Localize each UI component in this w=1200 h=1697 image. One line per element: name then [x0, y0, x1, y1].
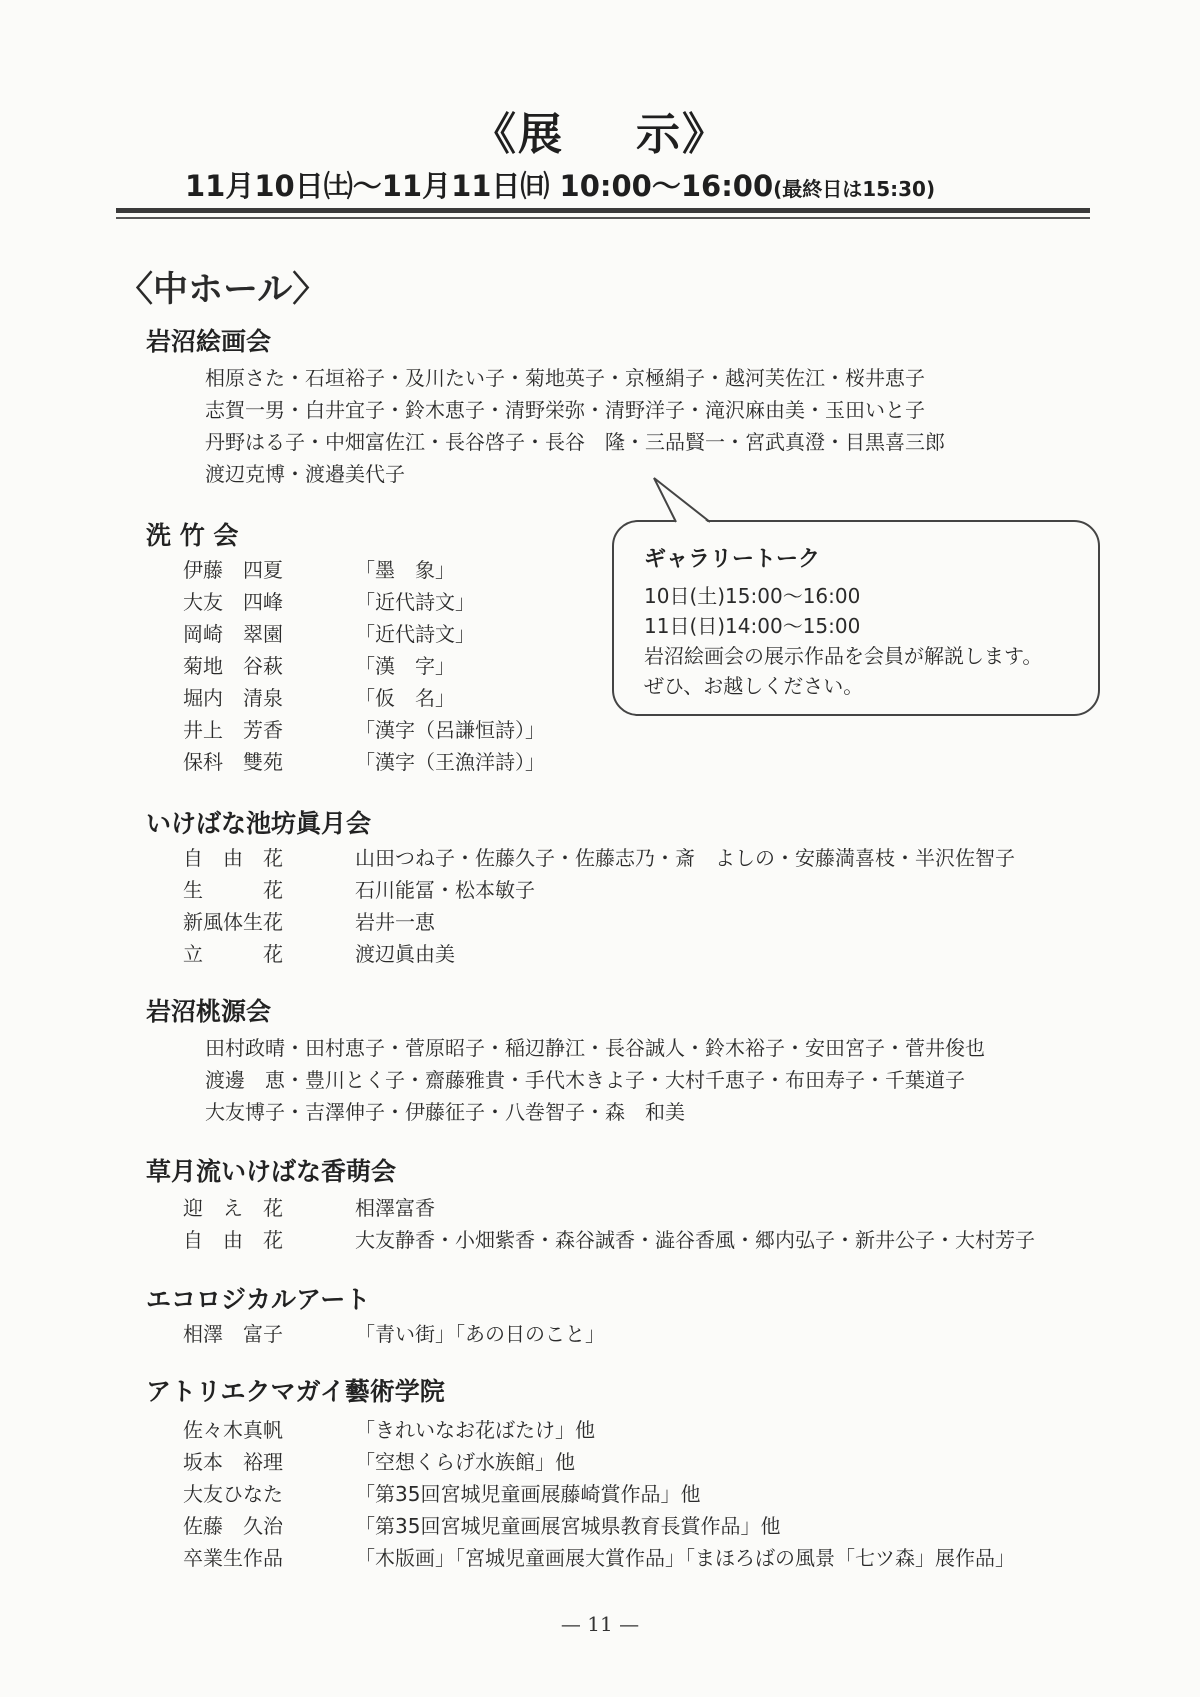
- group-title-sogetsu: 草月流いけばな香萌会: [146, 1157, 397, 1186]
- member-line: 大友博子・吉澤伸子・伊藤征子・八巻智子・森 和美: [205, 1100, 685, 1124]
- list-item: 佐藤 久治 「第35回宮城児童画展宮城県教育長賞作品」他: [183, 1514, 781, 1538]
- list-item: 坂本 裕理 「空想くらげ水族館」他: [183, 1450, 575, 1474]
- group-title-eco: エコロジカルアート: [146, 1285, 371, 1314]
- list-item: 新風体生花 岩井一恵: [183, 910, 435, 934]
- group-title-senchiku: 洗 竹 会: [146, 521, 239, 550]
- list-item: 大友ひなた 「第35回宮城児童画展藤崎賞作品」他: [183, 1482, 701, 1506]
- page-number: — 11 —: [560, 1612, 640, 1636]
- member-line: 丹野はる子・中畑富佐江・長谷啓子・長谷 隆・三品賢一・宮武真澄・目黒喜三郎: [205, 430, 945, 454]
- list-item: 伊藤 四夏 「墨 象」: [183, 558, 455, 582]
- bubble-tail: [646, 478, 726, 526]
- gallery-talk-box: [612, 520, 1100, 716]
- list-item: 保科 雙苑 「漢字（王漁洋詩）」: [183, 750, 545, 774]
- list-item: 菊地 谷萩 「漢 字」: [183, 654, 455, 678]
- member-line: 渡邊 恵・豊川とく子・齋藤雅貴・手代木きよ子・大村千恵子・布田寿子・千葉道子: [205, 1068, 965, 1092]
- dates-note: (最終日は15:30): [773, 177, 936, 201]
- list-item: 生 花 石川能冨・松本敏子: [183, 878, 535, 902]
- member-line: 相原さた・石垣裕子・及川たい子・菊地英子・京極絹子・越河芙佐江・桜井恵子: [205, 366, 925, 390]
- list-item: 迎 え 花 相澤富香: [183, 1196, 435, 1220]
- list-item: 自 由 花 山田つね子・佐藤久子・佐藤志乃・斎 よしの・安藤満喜枝・半沢佐智子: [183, 846, 1015, 870]
- exhibition-dates: 11月10日㈯～11月11日㈰ 10:00～16:00(最終日は15:30): [185, 169, 936, 203]
- header-rule-thin: [116, 217, 1090, 219]
- list-item: 自 由 花 大友静香・小畑紫香・森谷誠香・澁谷香風・郷内弘子・新井公子・大村芳子: [183, 1228, 1035, 1252]
- list-item: 井上 芳香 「漢字（呂謙恒詩）」: [183, 718, 545, 742]
- member-line: 志賀一男・白井宜子・鈴木恵子・清野栄弥・清野洋子・滝沢麻由美・玉田いと子: [205, 398, 925, 422]
- gallery-talk-day1: 10日(土)15:00～16:00: [644, 584, 861, 608]
- gallery-talk-day2: 11日(日)14:00～15:00: [644, 614, 861, 638]
- list-item: 立 花 渡辺眞由美: [183, 942, 455, 966]
- list-item: 佐々木真帆 「きれいなお花ばたけ」他: [183, 1418, 595, 1442]
- gallery-talk-title: ギャラリートーク: [644, 547, 821, 572]
- group-title-iwanuma-kaiga: 岩沼絵画会: [146, 327, 272, 356]
- member-line: 田村政晴・田村恵子・菅原昭子・稲辺静江・長谷誠人・鈴木裕子・安田宮子・菅井俊也: [205, 1036, 985, 1060]
- list-item: 卒業生作品 「木版画」「宮城児童画展大賞作品」「まほろばの風景「七ツ森」展作品」: [183, 1546, 1015, 1570]
- group-title-ikebana-ikenobo: いけばな池坊眞月会: [146, 809, 372, 838]
- group-title-atelier: アトリエクマガイ藝術学院: [146, 1377, 445, 1406]
- list-item: 相澤 富子 「青い街」「あの日のこと」: [183, 1322, 605, 1346]
- page-title: 《展 示》: [472, 109, 728, 160]
- group-title-iwanuma-togen: 岩沼桃源会: [146, 997, 272, 1026]
- hall-heading: 〈中ホール〉: [118, 270, 328, 310]
- member-line: 渡辺克博・渡邉美代子: [205, 462, 405, 486]
- gallery-talk-desc: 岩沼絵画会の展示作品を会員が解説します。: [644, 644, 1043, 668]
- list-item: 岡崎 翠園 「近代詩文」: [183, 622, 475, 646]
- list-item: 堀内 清泉 「仮 名」: [183, 686, 455, 710]
- gallery-talk-invite: ぜひ、お越しください。: [644, 674, 864, 698]
- list-item: 大友 四峰 「近代詩文」: [183, 590, 475, 614]
- header-rule: [116, 208, 1090, 213]
